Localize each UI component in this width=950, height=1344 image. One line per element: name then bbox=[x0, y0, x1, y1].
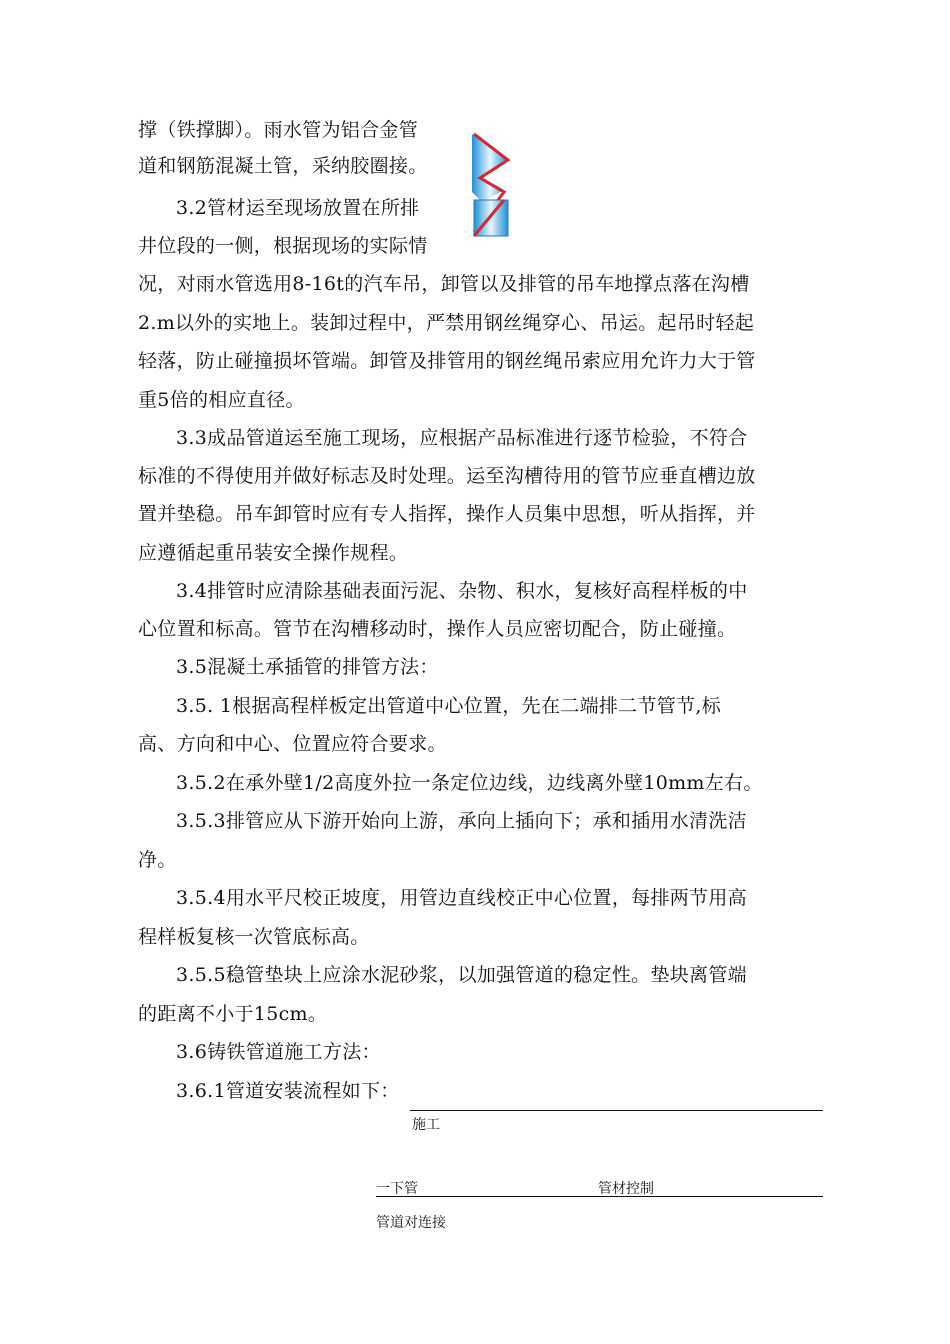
text-line: 3.5.2在承外壁1/2高度外拉一条定位边线，边线离外壁10mm左右。 bbox=[176, 772, 763, 794]
flowchart-step-pipe-joint: 管道对连接 bbox=[376, 1215, 446, 1231]
text-line: 轻落，防止碰撞损坏管端。卸管及排管用的钢丝绳吊索应用允许力大于管 bbox=[138, 350, 756, 372]
text-line: 3.3成品管道运至施工现场，应根据产品标准进行逐节检验，不符合 bbox=[176, 427, 748, 449]
text-line: 程样板复核一次管底标高。 bbox=[138, 926, 370, 948]
text-line: 应遵循起重吊装安全操作规程。 bbox=[138, 542, 409, 564]
text-line: 的距离不小于15cm。 bbox=[138, 1003, 328, 1025]
flowchart-rule bbox=[376, 1196, 823, 1197]
text-line: 3.6.1管道安装流程如下： bbox=[176, 1080, 400, 1102]
text-line: 3.4排管时应清除基础表面污泥、杂物、积水，复核好高程样板的中 bbox=[176, 580, 748, 602]
text-line: 3.5.4用水平尺校正坡度，用管边直线校正中心位置，每排两节用高 bbox=[176, 887, 747, 909]
text-line: 心位置和标高。管节在沟槽移动时，操作人员应密切配合，防止碰撞。 bbox=[138, 618, 737, 640]
text-line: 3.6铸铁管道施工方法： bbox=[176, 1041, 381, 1063]
text-line: 3.2管材运至现场放置在所排 bbox=[176, 197, 420, 219]
text-line: 3.5.5稳管垫块上应涂水泥砂浆，以加强管道的稳定性。垫块离管端 bbox=[176, 964, 747, 986]
text-line: 重5倍的相应直径。 bbox=[138, 389, 305, 411]
flowchart-step-material-control: 管材控制 bbox=[598, 1181, 654, 1197]
text-line: 3.5. 1根据高程样板定出管道中心位置，先在二端排二节管节,标 bbox=[176, 695, 722, 717]
text-line: 3.5混凝土承插管的排管方法： bbox=[176, 656, 439, 678]
flowchart-step-lower-pipe: 一下管 bbox=[376, 1181, 418, 1197]
text-line: 况，对雨水管选用8-16t的汽车吊，卸管以及排管的吊车地撑点落在沟槽 bbox=[138, 273, 750, 295]
text-line: 道和钢筋混凝土管，采纳胶圈接。 bbox=[138, 155, 428, 177]
text-line: 高、方向和中心、位置应符合要求。 bbox=[138, 733, 447, 755]
text-line: 净。 bbox=[138, 849, 177, 871]
flowchart-rule bbox=[410, 1110, 823, 1111]
text-line: 标准的不得使用并做好标志及时处理。运至沟槽待用的管节应垂直槽边放 bbox=[138, 465, 756, 487]
text-line: 撑（铁撑脚）。雨水管为铝合金管 bbox=[138, 119, 419, 141]
decorative-logo-icon bbox=[468, 132, 514, 240]
flowchart-step-construction: 施工 bbox=[412, 1117, 440, 1133]
text-line: 3.5.3排管应从下游开始向上游，承向上插向下；承和插用水清洗洁 bbox=[176, 810, 747, 832]
text-line: 2.m以外的实地上。装卸过程中，严禁用钢丝绳穿心、吊运。起吊时轻起 bbox=[138, 312, 755, 334]
text-line: 置并垫稳。吊车卸管时应有专人指挥，操作人员集中思想，听从指挥，并 bbox=[138, 503, 756, 525]
text-line: 井位段的一侧，根据现场的实际情 bbox=[138, 235, 428, 257]
